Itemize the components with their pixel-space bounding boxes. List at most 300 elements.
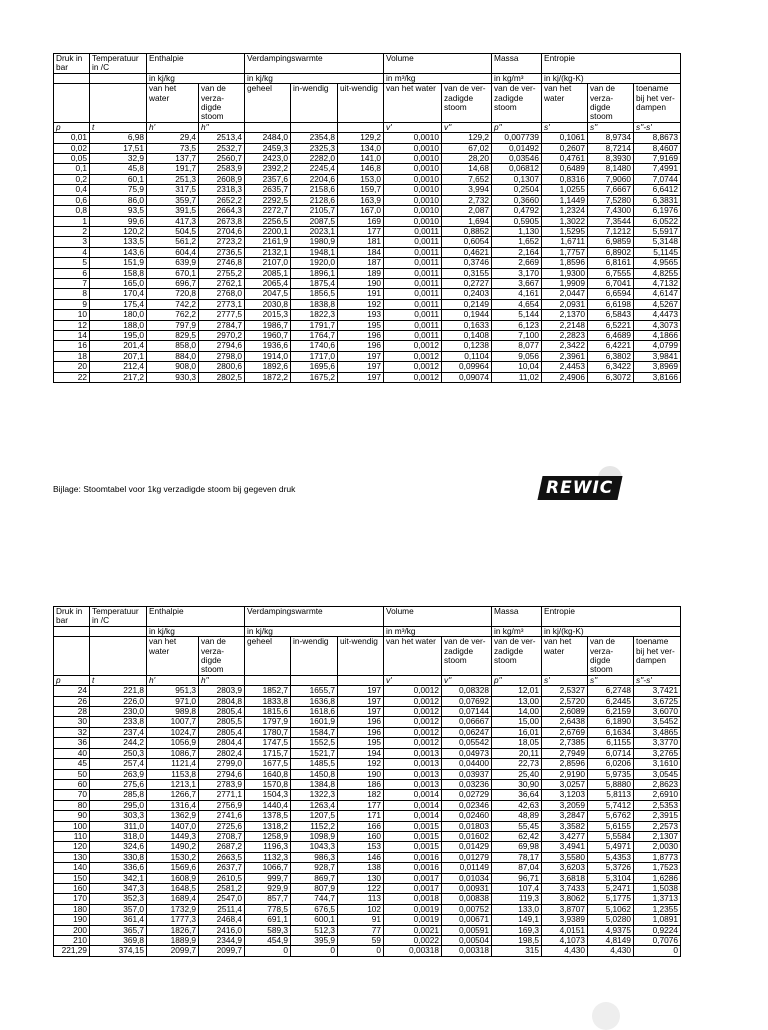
table-cell: 275,6 [90,779,147,789]
table-cell: 2803,9 [199,686,245,696]
table-cell: 1764,7 [291,330,338,340]
table-cell: 2652,2 [199,195,245,205]
table-row [54,289,681,299]
table-cell: 869,7 [291,873,338,883]
table-cell: 4,430 [542,946,588,956]
table-cell: 999,7 [245,873,291,883]
table-cell: 1,9300 [542,268,588,278]
table-cell: 3,8707 [542,904,588,914]
header-entropie: Entropie [542,54,681,74]
table-cell: 3,6070 [634,707,681,717]
table-cell: 0,0010 [384,206,442,216]
table-cell: 0,8 [54,206,90,216]
header-entropie: Entropie [542,607,681,627]
table-cell: 7,1212 [588,226,634,236]
table-cell: 720,8 [147,289,199,299]
table-cell: 212,4 [90,362,147,372]
table-cell: 96,71 [492,873,542,883]
table-cell: 0,02346 [442,800,492,810]
table-cell: 2,732 [442,195,492,205]
table-cell: 2708,7 [199,831,245,841]
table-cell: 930,3 [147,372,199,382]
table-cell: 196 [338,330,384,340]
table-cell: 70 [54,790,90,800]
table-cell: 0,0010 [384,185,442,195]
table-cell: 42,63 [492,800,542,810]
table-cell: 195,0 [90,330,147,340]
table-cell: 11,02 [492,372,542,382]
sym-s1: s' [542,675,588,685]
table-row [54,707,681,717]
table-cell: 45 [54,759,90,769]
table-cell: 1152,2 [291,821,338,831]
table-cell: 263,9 [90,769,147,779]
table-cell: 2459,3 [245,143,291,153]
table-cell: 0,00752 [442,904,492,914]
table-cell: 391,5 [147,206,199,216]
table-cell: 2513,4 [199,133,245,143]
table-cell: 2,1307 [634,831,681,841]
table-cell: 129,2 [442,133,492,143]
table-cell: 6,123 [492,320,542,330]
table-cell: 12 [54,320,90,330]
table-cell: 186 [338,779,384,789]
table-cell: 0,05 [54,154,90,164]
table-cell: 928,7 [291,863,338,873]
sub-enthalpie-water: van het water [147,637,199,676]
unit-enthalpie: in kj/kg [147,73,245,83]
table-cell: 639,9 [147,258,199,268]
table-cell: 0,06247 [442,727,492,737]
table-cell: 195 [338,320,384,330]
table-cell: 0,04400 [442,759,492,769]
table-cell: 5,9735 [588,769,634,779]
table-cell: 195 [338,738,384,748]
table-row [54,164,681,174]
table-row [54,800,681,810]
table-cell: 60,1 [90,174,147,184]
table-cell: 196 [338,727,384,737]
table-cell: 6,8902 [588,247,634,257]
table-cell: 2344,9 [199,936,245,946]
table-cell: 2318,3 [199,185,245,195]
table-cell: 169 [338,216,384,226]
table-cell: 858,0 [147,341,199,351]
table-cell: 196 [338,717,384,727]
table-cell: 2581,2 [199,883,245,893]
table-cell: 201,4 [90,341,147,351]
table-cell: 3,667 [492,278,542,288]
table-cell: 4,161 [492,289,542,299]
table-cell: 5,6155 [588,821,634,831]
table-cell: 2783,9 [199,779,245,789]
table-cell: 1485,5 [291,759,338,769]
table-cell: 2,5353 [634,800,681,810]
table-cell: 5,1775 [588,894,634,904]
table-cell: 2800,6 [199,362,245,372]
header-volume: Volume [384,54,492,74]
table-cell: 2798,0 [199,351,245,361]
table-cell: 0,1408 [442,330,492,340]
table-cell: 0,0013 [384,759,442,769]
table-cell: 32 [54,727,90,737]
table-cell: 1875,4 [291,278,338,288]
table-cell: 2704,6 [199,226,245,236]
table-cell: 1066,7 [245,863,291,873]
table-cell: 0,00838 [442,894,492,904]
table-cell: 744,7 [291,894,338,904]
table-row [54,821,681,831]
table-cell: 134,0 [338,143,384,153]
sym-v2: v'' [442,122,492,132]
table-cell: 2,164 [492,247,542,257]
table-cell: 2245,4 [291,164,338,174]
table-cell: 10,04 [492,362,542,372]
sub-uitwendig: uit-wendig [338,84,384,123]
table-cell: 87,04 [492,863,542,873]
table-cell: 0,2403 [442,289,492,299]
table-cell: 989,8 [147,707,199,717]
table-cell: 1732,9 [147,904,199,914]
sym-p: p [54,122,90,132]
table-cell: 184 [338,247,384,257]
table-cell: 6,1634 [588,727,634,737]
table-cell: 180 [54,904,90,914]
table-cell: 0,0022 [384,936,442,946]
table-row [54,883,681,893]
table-cell: 22 [54,372,90,382]
table-cell: 5,3148 [634,237,681,247]
table-cell: 3,6725 [634,696,681,706]
table-cell: 1266,7 [147,790,199,800]
table-cell: 0,04973 [442,748,492,758]
table-cell: 1920,0 [291,258,338,268]
table-cell: 2,2573 [634,821,681,831]
table-row [54,873,681,883]
table-cell: 169,3 [492,925,542,935]
table-cell: 160 [338,831,384,841]
table-cell: 1316,4 [147,800,199,810]
table-cell: 48,89 [492,811,542,821]
table-cell: 2392,2 [245,164,291,174]
table-cell: 589,3 [245,925,291,935]
table-cell: 4,1073 [542,936,588,946]
table-cell: 1,5038 [634,883,681,893]
table-cell: 150 [54,873,90,883]
sym-s1: s' [542,122,588,132]
table-cell: 244,2 [90,738,147,748]
table-cell: 2,2148 [542,320,588,330]
table-cell: 2635,7 [245,185,291,195]
table-row [54,154,681,164]
table-cell: 14,68 [442,164,492,174]
table-cell: 190 [338,278,384,288]
table-cell: 7,652 [442,174,492,184]
table-cell: 143,6 [90,247,147,257]
table-cell: 7,100 [492,330,542,340]
table-cell: 0,00318 [384,946,442,956]
table-cell: 0,0011 [384,258,442,268]
table-cell: 221,29 [54,946,90,956]
table-cell: 0,0011 [384,278,442,288]
table-cell: 807,9 [291,883,338,893]
table-cell: 0,02460 [442,811,492,821]
table-cell: 166 [338,821,384,831]
table-cell: 0,0012 [384,372,442,382]
table-cell: 2560,7 [199,154,245,164]
sub-volume-stoom: van de ver-zadigde stoom [442,637,492,676]
table-cell: 0,0015 [384,842,442,852]
table-row [54,299,681,309]
table-cell: 10 [54,310,90,320]
table-cell: 177 [338,800,384,810]
table-cell: 0,0011 [384,299,442,309]
table-cell: 2047,5 [245,289,291,299]
table-cell: 110 [54,831,90,841]
table-cell: 2805,4 [199,707,245,717]
table-cell: 1,6286 [634,873,681,883]
table-cell: 3,1610 [634,759,681,769]
table-cell: 6,5843 [588,310,634,320]
table-row [54,696,681,706]
table-cell: 0,0012 [384,727,442,737]
table-cell: 191,7 [147,164,199,174]
sub-uitwendig: uit-wendig [338,637,384,676]
table-cell: 1530,2 [147,852,199,862]
table-cell: 2725,6 [199,821,245,831]
table-row [54,330,681,340]
table-cell: 6,3422 [588,362,634,372]
table-cell: 600,1 [291,915,338,925]
table-cell: 15,00 [492,717,542,727]
table-cell: 188,0 [90,320,147,330]
table-cell: 1552,5 [291,738,338,748]
table-row [54,748,681,758]
table-cell: 0,0019 [384,904,442,914]
table-cell: 226,0 [90,696,147,706]
table-cell: 604,4 [147,247,199,257]
table-cell: 36,64 [492,790,542,800]
table-row [54,717,681,727]
table-cell: 0,6 [54,195,90,205]
table-cell: 2,6089 [542,707,588,717]
table-cell: 0,0016 [384,863,442,873]
table-cell: 175,4 [90,299,147,309]
table-cell: 1,9909 [542,278,588,288]
table-row [54,842,681,852]
table-cell: 1,5295 [542,226,588,236]
table-cell: 2777,5 [199,310,245,320]
table-cell: 24 [54,686,90,696]
table-cell: 2746,8 [199,258,245,268]
table-cell: 8,3930 [588,154,634,164]
header-temperatuur: Temperatuur in /C [90,54,147,74]
table-row [54,206,681,216]
table-cell: 6 [54,268,90,278]
table-cell: 30,90 [492,779,542,789]
table-cell: 0,2607 [542,143,588,153]
table-cell: 4,3073 [634,320,681,330]
table-row [54,863,681,873]
table-cell: 73,5 [147,143,199,153]
table-row [54,185,681,195]
table-cell: 0,6489 [542,164,588,174]
table-cell: 197 [338,696,384,706]
table-cell: 197 [338,351,384,361]
table-cell: 0,1307 [492,174,542,184]
table-cell: 1960,7 [245,330,291,340]
table-cell: 0,1 [54,164,90,174]
table-cell: 93,5 [90,206,147,216]
table-cell: 1717,0 [291,351,338,361]
table-cell: 1852,7 [245,686,291,696]
table-cell: 1608,9 [147,873,199,883]
table-cell: 230,0 [90,707,147,717]
sub-massa-stoom: van de ver-zadigde stoom [492,84,542,123]
table-cell: 0,0014 [384,800,442,810]
table-cell: 1,8596 [542,258,588,268]
table-cell: 512,3 [291,925,338,935]
table-cell: 165,0 [90,278,147,288]
table-cell: 163,9 [338,195,384,205]
table-row [54,341,681,351]
table-cell: 6,6198 [588,299,634,309]
table-row [54,195,681,205]
table-cell: 0,0012 [384,351,442,361]
table-cell: 2,4906 [542,372,588,382]
table-cell: 2802,4 [199,748,245,758]
table-cell: 1584,7 [291,727,338,737]
table-row [54,852,681,862]
table-cell: 1569,6 [147,863,199,873]
table-cell: 59 [338,936,384,946]
table-cell: 670,1 [147,268,199,278]
table-cell: 2,3422 [542,341,588,351]
table-cell: 0,0011 [384,226,442,236]
table-cell: 7,6667 [588,185,634,195]
table-cell: 5 [54,258,90,268]
table-cell: 6,7041 [588,278,634,288]
table-row [54,216,681,226]
table-cell: 1648,5 [147,883,199,893]
table-cell: 1378,5 [245,811,291,821]
table-cell: 0,0013 [384,748,442,758]
table-cell: 778,5 [245,904,291,914]
table-cell: 5,3726 [588,863,634,873]
table-cell: 0,2149 [442,299,492,309]
table-cell: 159,7 [338,185,384,195]
table-cell: 0,0013 [384,769,442,779]
table-cell: 12,01 [492,686,542,696]
table-cell: 3,170 [492,268,542,278]
table-cell: 29,4 [147,133,199,143]
table-cell: 2256,5 [245,216,291,226]
table-cell: 2532,7 [199,143,245,153]
table-cell: 141,0 [338,154,384,164]
table-cell: 194 [338,748,384,758]
table-cell: 198,5 [492,936,542,946]
steam-table-1 [53,53,681,383]
table-cell: 2,4453 [542,362,588,372]
table-cell: 2802,5 [199,372,245,382]
table-cell: 5,6762 [588,811,634,821]
table-cell: 336,6 [90,863,147,873]
table-cell: 32,9 [90,154,147,164]
table-row [54,226,681,236]
table-cell: 5,1145 [634,247,681,257]
table-cell: 285,8 [90,790,147,800]
table-cell: 2105,7 [291,206,338,216]
table-cell: 0,0015 [384,821,442,831]
table-cell: 2161,9 [245,237,291,247]
caption: Bijlage: Stoomtabel voor 1kg verzadigde stoom bij gegeven druk [53,484,296,494]
table-cell: 0,0015 [384,831,442,841]
table-cell: 347,3 [90,883,147,893]
table-cell: 22,73 [492,759,542,769]
table-cell: 330,8 [90,852,147,862]
table-cell: 5,5584 [588,831,634,841]
table-cell: 0,0014 [384,790,442,800]
sym-s2: s'' [588,675,634,685]
table-cell: 2,669 [492,258,542,268]
table-cell: 2771,1 [199,790,245,800]
table-cell: 2664,3 [199,206,245,216]
table-cell: 0,2 [54,174,90,184]
sub-geheel: geheel [245,637,291,676]
table-cell: 8,1480 [588,164,634,174]
table-cell: 120,2 [90,226,147,236]
table-cell: 2768,0 [199,289,245,299]
header-druk: Druk in bar [54,607,90,627]
table-cell: 7,4300 [588,206,634,216]
sub-volume-stoom: van de ver-zadigde stoom [442,84,492,123]
table-cell: 6,1890 [588,717,634,727]
table-cell: 3,3770 [634,738,681,748]
table-row [54,811,681,821]
table-cell: 2805,5 [199,717,245,727]
table-cell: 6,4221 [588,341,634,351]
table-cell: 217,2 [90,372,147,382]
table-cell: 1695,6 [291,362,338,372]
table-cell: 4 [54,247,90,257]
table-cell: 1207,5 [291,811,338,821]
table-row [54,769,681,779]
table-cell: 2158,6 [291,185,338,195]
table-cell: 5,4971 [588,842,634,852]
table-cell: 6,5221 [588,320,634,330]
table-cell: 0,0011 [384,247,442,257]
table-cell: 2204,6 [291,174,338,184]
table-cell: 4,9565 [634,258,681,268]
table-cell: 0,01149 [442,863,492,873]
sym-h1: h' [147,675,199,685]
table-cell: 0,0012 [384,717,442,727]
table-cell: 0,0010 [384,174,442,184]
table-cell: 6,8161 [588,258,634,268]
table-cell: 8,4607 [634,143,681,153]
table-cell: 0,00591 [442,925,492,935]
table-cell: 1689,4 [147,894,199,904]
table-cell: 318,0 [90,831,147,841]
table-cell: 0,0011 [384,310,442,320]
table-cell: 250,3 [90,748,147,758]
table-cell: 0,02729 [442,790,492,800]
header-enthalpie: Enthalpie [147,607,245,627]
table-cell: 2673,8 [199,216,245,226]
table-cell: 5,7412 [588,800,634,810]
table-cell: 6,2445 [588,696,634,706]
table-cell: 2583,9 [199,164,245,174]
